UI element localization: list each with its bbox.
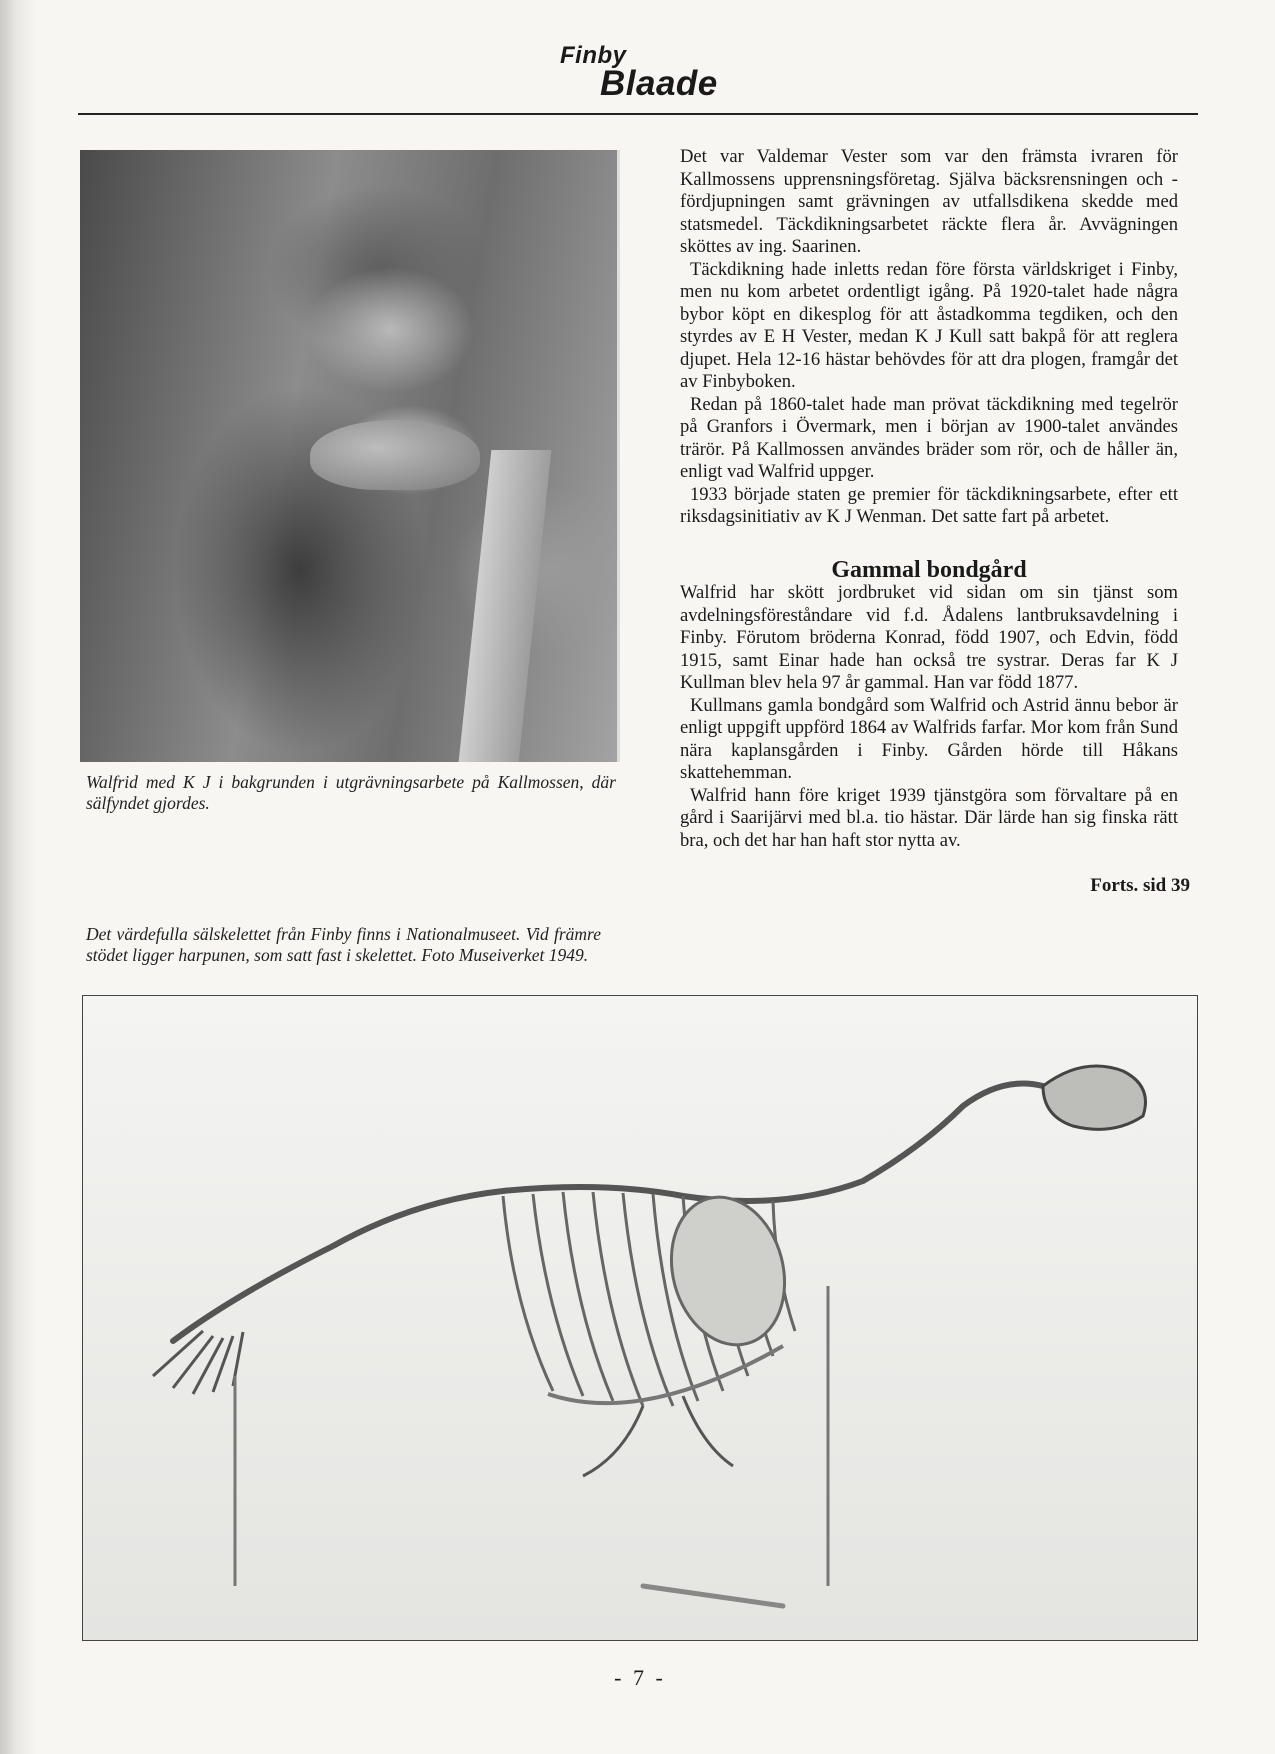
article-paragraph: Det var Valdemar Vester som var den främsta ivraren för Kallmossens upprensningsföretag. Själva bäcksrensningen och -fördjupningen samt grävningen av utfallsdikena skedde med statsmedel. Täckdikningsarbetet räckte flera år. Avvägningen sköttes av ing. Saarinen.	[680, 146, 1178, 257]
photo-caption-top: Walfrid med K J i bakgrunden i utgrävningsarbete på Kallmossen, där sälfyndet gjordes.	[86, 772, 616, 813]
article-subheading: Gammal bondgård	[831, 557, 1027, 583]
article-paragraph: Kullmans gamla bondgård som Walfrid och Astrid ännu bebor är enligt uppgift uppförd 1864 av Walfrids farfar. Mor kom från Sund nära kaplansgården i Finby. Gården hörde till Håkans skattehemman.	[680, 694, 1178, 783]
article-paragraph: Walfrid hann före kriget 1939 tjänstgöra som förvaltare på en gård i Saarijärvi med bl.a. tio hästar. Där lärde han sig finska rätt bra, och det har han haft stor nytta av.	[680, 784, 1178, 851]
masthead	[560, 42, 780, 104]
article-column-top	[680, 146, 1178, 529]
photo-figure-plank	[459, 450, 552, 762]
photo-trench-digging	[80, 150, 617, 762]
seal-skeleton-illustration	[83, 996, 1198, 1641]
article-paragraph: Täckdikning hade inletts redan före första världskriget i Finby, men nu kom arbetet ordentligt igång. På 1920-talet hade några bybor köpt en dikesplog för att åstadkomma tegdiken, och den styrdes av E H Vester, medan K J Kull satt bakpå för att reglera djupet. Hela 12-16 hästar behövdes för att dra plogen, framgår det av Finbyboken.	[680, 258, 1178, 392]
photo-figure-cap	[310, 420, 480, 490]
photo-seal-skeleton	[82, 995, 1198, 1641]
continued-note: Forts. sid 39	[1090, 875, 1190, 896]
header-rule	[78, 113, 1198, 115]
masthead-line-2: Blaade	[600, 64, 718, 103]
article-paragraph: Walfrid har skött jordbruket vid sidan om sin tjänst som avdelningsföreståndare vid f.d. Ådalens lantbruksavdelning i Finby. Förutom bröderna Konrad, född 1907, och Edvin, född 1915, samt Einar hade han också tre systrar. Deras far K J Kullman blev hela 97 år gammal. Han var född 1877.	[680, 582, 1178, 693]
article-paragraph: Redan på 1860-talet hade man prövat täckdikning med tegelrör på Granfors i Övermark, men i början av 1900-talet användes trärör. På Kallmossen användes bräder som rör, och de håller än, enligt vad Walfrid uppger.	[680, 393, 1178, 482]
masthead-line-1: Finby	[560, 42, 627, 69]
photo-caption-bottom: Det värdefulla sälskelettet från Finby finns i Nationalmuseet. Vid främre stödet ligger harpunen, som satt fast i skelettet. Foto Museiverket 1949.	[86, 924, 601, 965]
page-number: - 7 -	[614, 1665, 666, 1690]
article-column-bottom	[680, 582, 1178, 852]
photo-edge	[617, 150, 620, 762]
article-paragraph: 1933 började staten ge premier för täckdikningsarbete, efter ett riksdagsinitiativ av K J Wenman. Det satte fart på arbetet.	[680, 483, 1178, 527]
page-binding-shadow	[0, 0, 36, 1754]
